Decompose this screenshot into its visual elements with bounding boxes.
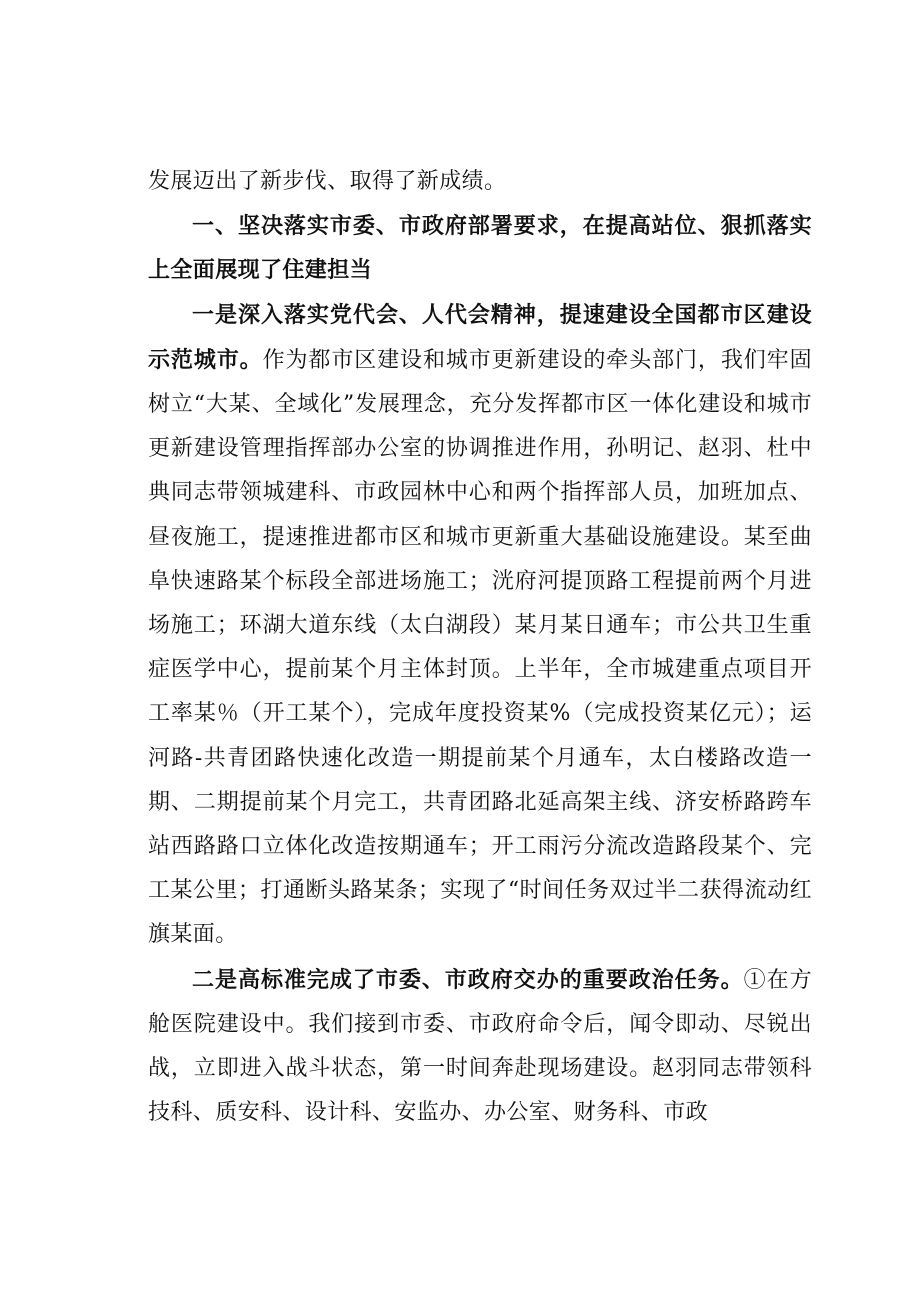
paragraph-1 <box>148 293 812 958</box>
section-heading: 一、坚决落实市委、市政府部署要求，在提高站位、狠抓落实上全面展现了住建担当 <box>148 213 812 284</box>
paragraph-2-body: ①在方舱医院建设中。我们接到市委、市政府命令后，闻令即动、尽锐出战，立即进入战斗状态，第一时间奔赴现场建设。赵羽同志带领科技科、质安科、设计科、安监办、办公室、财务科、市政 <box>148 967 812 1126</box>
paragraph-1-lead: 一是深入落实党代会、人代会精神，提速建设全国都市区建设示范城市。 <box>148 301 812 373</box>
document-body <box>148 160 812 1135</box>
paragraph-continuation: 发展迈出了新步伐、取得了新成绩。 <box>148 169 507 194</box>
paragraph-2 <box>148 958 812 1136</box>
paragraph-2-lead: 二是高标准完成了市委、市政府交办的重要政治任务。 <box>192 966 744 993</box>
paragraph-1-body: 作为都市区建设和城市更新建设的牵头部门，我们牢固树立“大某、全域化”发展理念，充分发挥都市区一体化建设和城市更新建设管理指挥部办公室的协调推进作用，孙明记、赵羽、杜中典同志带领城建科、市政园林中心和两个指挥部人员，加班加点、昼夜施工，提速推进都市区和城市更新重大基础设施建设。某至曲阜快速路某个标段全部进场施工；洸府河提顶路工程提前两个月进场施工；环湖大道东线（太白湖段）某月某日通车；市公共卫生重症医学中心，提前某个月主体封顶。上半年，全市城建重点项目开工率某％（开工某个），完成年度投资某%（完成投资某亿元）；运河路-共青团路快速化改造一期提前某个月通车，太白楼路改造一期、二期提前某个月完工，共青团路北延高架主线、济安桥路跨车站西路路口立体化改造按期通车；开工雨污分流改造路段某个、完工某公里；打通断头路某条；实现了“时间任务双过半二获得流动红旗某面。 <box>148 347 812 948</box>
